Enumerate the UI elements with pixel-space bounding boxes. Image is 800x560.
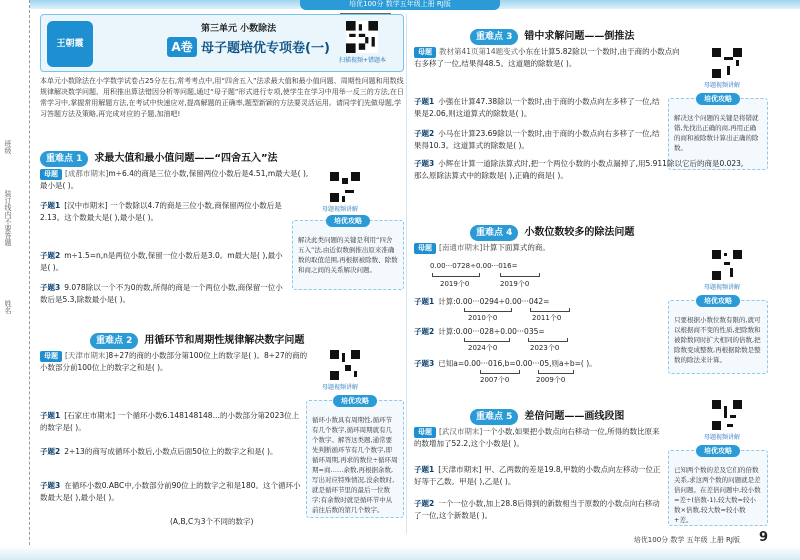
tip-title: 培优攻略 — [696, 445, 740, 457]
child-label: 子题1 — [414, 297, 435, 306]
child-question — [414, 296, 664, 308]
question-text: [汉中市期末] 一个数除以4.7的商是三位小数,商保留两位小数后是2.13。这个数最大是( ),最小是( )。 — [40, 201, 282, 222]
mother-label: 母题 — [414, 243, 436, 254]
brace-label: 2024个0 — [468, 344, 498, 352]
question-source: [天津市期末] — [65, 351, 109, 360]
binding-name-label — [4, 300, 12, 314]
qr-caption: 母题视频讲解 — [322, 384, 359, 391]
underbrace — [538, 370, 574, 374]
brace-label: 2011个0 — [532, 314, 562, 322]
section-3-heading — [470, 24, 800, 42]
child-label: 子题3 — [414, 159, 435, 168]
question-text: 9.078除以一个不为0的数,所得的商是一个两位小数,商保留一位小数后是5.3,除数最小是( )。 — [40, 283, 283, 304]
question-text: 计算:0.00···028÷0.00···035= — [438, 327, 545, 336]
tip-title: 培优攻略 — [696, 295, 740, 307]
binding-char: 线 — [4, 204, 12, 211]
binding-margin — [0, 0, 30, 560]
child-question — [40, 410, 302, 434]
paper-tag: A卷 — [167, 37, 197, 57]
underbrace — [528, 338, 568, 342]
section-tag: 重难点 4 — [470, 225, 518, 241]
page-number: 9 — [758, 530, 768, 545]
child-question — [414, 464, 664, 488]
binding-name: 姓名 — [4, 300, 12, 314]
qr-caption: 母题视频讲解 — [704, 434, 741, 441]
binding-char: 内 — [4, 211, 12, 218]
child-label: 子题2 — [40, 447, 61, 456]
child-question — [40, 200, 288, 224]
section-1-heading — [40, 146, 404, 164]
section-title: 求最大值和最小值问题——“四舍五入”法 — [94, 153, 278, 164]
qr-code-icon[interactable] — [346, 21, 378, 53]
math-expression: 0.00···0728÷0.00···016= — [430, 262, 518, 270]
bottom-banner — [0, 546, 800, 560]
question-source: [成都市期末] — [65, 169, 109, 178]
child-question — [414, 96, 664, 120]
question-text: 小强在计算47.38除以一个数时,由于商的小数点向左多移了一位,结果是2.06,则这道算式的除数是( )。 — [414, 97, 660, 118]
child-label: 子题2 — [40, 251, 61, 260]
underbrace — [464, 308, 512, 312]
unit-title: 第三单元 小数除法 — [201, 24, 277, 34]
tip-text: 已知两个数的差及它们的倍数关系,求这两个数的问题就是差倍问题。在差倍问题中,较小数=差÷(倍数-1),较大数=较小数×倍数,较大数=较小数+差。 — [674, 466, 761, 524]
tip-text: 解决此类问题的关键是利用“四舍五入”法,由近似数倒推出原来准确数的取值范围,再根据被除数、除数和商之间的关系解决问题。 — [298, 236, 398, 274]
section-tag: 重难点 3 — [470, 29, 518, 45]
underbrace — [500, 273, 540, 277]
binding-char: 题 — [4, 239, 12, 246]
child-label: 子题1 — [414, 465, 435, 474]
question-text: 2÷13的商写成循环小数后,小数点后面50位上的数字之和是( )。 — [64, 447, 278, 456]
underbrace — [432, 273, 480, 277]
book-title-banner: 培优100分 数学五年级上册 RJ版 — [300, 0, 500, 10]
intro-paragraph: 本单元小数除法在小学数学试卷占25分左右,常考考点中,用“四舍五入”法求最大值和最小值问题、周期性问题和用数线规律解决数学问题、用积推出算法错因分析等问题,通过“母子题”形式进行专项,使学生在学习中用举一反三的方法,在日常学习中,掌握常用解题方法,在考试中快速应对,提高解题的正确率,题型新颖的方法要灵活运用。请同学们先做母题,学习答题方法及策略,再完成对应的子题,加油吧! — [40, 77, 404, 118]
qr-code-icon[interactable] — [712, 48, 742, 78]
mother-question-1 — [40, 168, 310, 192]
binding-char: 装 — [4, 190, 12, 197]
qr-caption: 扫描视频+错题本 — [339, 57, 387, 64]
child-label: 子题2 — [414, 129, 435, 138]
question-text: [石家庄市期末] 一个循环小数6.148148148…的小数部分第2023位上的数字是( )。 — [40, 411, 300, 432]
question-text: 小东在计算5.82除以一个数时,由于商的小数点向右多移了一位,结果得48.5。这道题的除数是( )。 — [414, 47, 680, 68]
section-tag: 重难点 2 — [90, 333, 138, 349]
child-question — [414, 158, 744, 182]
binding-text — [4, 140, 12, 154]
section-tag: 重难点 5 — [470, 409, 518, 425]
qr-code-icon[interactable] — [330, 172, 360, 202]
tip-box — [668, 297, 768, 374]
question-text: 一个小数,如果把小数点向右移动一位,所得的数比原来的数增加了52.2,这个小数是( )。 — [414, 427, 660, 448]
question-text: 计算下面算式的商。 — [482, 243, 550, 252]
binding-char: 不 — [4, 218, 12, 225]
section-4-heading — [470, 220, 800, 238]
child-question — [40, 282, 288, 306]
header-box — [40, 14, 404, 72]
question-text: 小辉在计算一道除法算式时,把一个两位小数的小数点漏掉了,用5.911除以它后的商是0.023,那么原除法算式中的除数是( ),正确的商是( )。 — [414, 159, 744, 180]
question-text: 在循环小数0.ABC中,小数部分前90位上的数字之和是180。这个循环小数最大是( ),最小是( )。 — [40, 481, 301, 502]
section-title: 用循环节和周期性规律解决数字问题 — [144, 335, 305, 346]
child-question — [40, 480, 302, 504]
question-text: 8÷27的商的小数部分第100位上的数字是( )。8÷27的商的小数部分前100位上的数字之和是( )。 — [40, 351, 308, 372]
child-label: 子题1 — [40, 411, 61, 420]
section-title: 错中求解问题——倒推法 — [524, 31, 635, 42]
child-label: 子题2 — [414, 499, 435, 508]
question-text: 小马在计算23.69除以一个数时,由于商的小数点向右多移了一位,结果得10.3。这道算式的除数是( )。 — [414, 129, 660, 150]
child-label: 子题2 — [414, 327, 435, 336]
mother-question-3 — [414, 46, 686, 70]
underbrace — [530, 308, 570, 312]
tip-box — [292, 217, 404, 290]
question-note: (A,B,C为3个不同的数字) — [170, 517, 254, 526]
question-text: 一个一位小数,加上28.8后得到的新数相当于原数的小数点向右移动了一位,这个新数是( )。 — [414, 499, 660, 520]
qr-caption: 母题视频讲解 — [704, 82, 741, 89]
mother-label: 母题 — [40, 351, 62, 362]
child-question — [414, 498, 664, 522]
binding-class-label: 班级 — [4, 140, 12, 154]
qr-code-icon[interactable] — [712, 400, 742, 430]
section-5-heading — [470, 404, 800, 422]
question-source: 教材第41页第14题变式 — [439, 47, 519, 56]
binding-text-2 — [4, 190, 12, 246]
mother-label: 母题 — [40, 169, 62, 180]
tip-title: 培优攻略 — [333, 395, 377, 407]
top-banner — [0, 0, 800, 9]
qr-caption: 母题视频讲解 — [704, 284, 741, 291]
question-text: 已知a=0.00···016,b=0.00···05,则a÷b=( )。 — [438, 359, 597, 368]
child-question — [40, 446, 302, 458]
underbrace — [464, 338, 510, 342]
question-source: [南通市期末] — [439, 243, 483, 252]
tip-text: 循环小数具有周期性,循环节有几个数字,循环周期就有几个数字。解答这类题,通常要先判断循环节有几个数字,即循环周期,再求的数位÷循环周期=商……余数,再根据余数,写出对应特殊情况,没余数时,就是循环节里的最后一位数字;有余数时就是循环节中从前往后数的第几个数字。 — [312, 416, 398, 514]
section-2-heading — [90, 328, 454, 346]
child-question — [414, 326, 664, 338]
tip-text: 只要根据小数位数有限的,就可以根据商不变的性质,把除数和被除数同时扩大相同的倍数,把除数变成整数,再根据除数是整数的除法来计算。 — [674, 316, 761, 364]
qr-caption: 母题视频讲解 — [322, 206, 359, 213]
page-title: 母子题培优专项卷(一) — [201, 41, 330, 56]
brand-logo: 王朝霞 — [47, 21, 93, 67]
child-label: 子题1 — [40, 201, 61, 210]
question-text: m÷6.4的商是三位小数,保留两位小数后是4.51,m最大是( ),最小是( )。 — [40, 169, 309, 190]
tip-title: 培优攻略 — [326, 215, 370, 227]
child-label: 子题3 — [40, 481, 61, 490]
mother-question-4 — [414, 242, 674, 254]
tip-box — [668, 447, 768, 526]
brace-label: 2010个0 — [468, 314, 498, 322]
tip-text: 解决这个问题的关键是将错就错,先找出正确的商,再用正确的商和被除数计算出正确的除数。 — [674, 114, 759, 152]
qr-code-icon[interactable] — [712, 250, 742, 280]
binding-char: 要 — [4, 225, 12, 232]
question-text: m÷1.5=n,n是两位小数,保留一位小数后是3.0。m最大是( ),最小是( )。 — [40, 251, 283, 272]
column-divider — [406, 14, 407, 534]
brace-label: 2019个0 — [500, 280, 530, 288]
brace-label: 2007个0 — [480, 376, 510, 384]
binding-char: 订 — [4, 197, 12, 204]
child-question — [414, 128, 664, 152]
tip-box — [306, 397, 404, 518]
child-label: 子题3 — [40, 283, 61, 292]
binding-char: 答 — [4, 232, 12, 239]
question-source: [武汉市期末] — [439, 427, 483, 436]
child-label: 子题1 — [414, 97, 435, 106]
question-text: 计算:0.00···0294÷0.00···042= — [438, 297, 550, 306]
brace-label: 2009个0 — [536, 376, 566, 384]
question-text: [天津市期末] 甲、乙两数的差是19.8,甲数的小数点向左移动一位正好等于乙数。甲是( ),乙是( )。 — [414, 465, 661, 486]
mother-label: 母题 — [414, 427, 436, 438]
page-footer: 培优100分 数学 五年级 上册 RJ版 — [633, 536, 740, 544]
child-question — [414, 358, 664, 370]
mother-question-2 — [40, 350, 310, 374]
section-title: 小数位数较多的除法问题 — [524, 227, 635, 238]
brace-label: 2023个0 — [530, 344, 560, 352]
mother-question-5 — [414, 426, 664, 450]
mother-label: 母题 — [414, 47, 436, 58]
section-title: 差倍问题——画线段图 — [524, 411, 625, 422]
brace-label: 2019个0 — [440, 280, 470, 288]
child-question — [40, 250, 288, 274]
qr-code-icon[interactable] — [330, 350, 360, 380]
section-tag: 重难点 1 — [40, 151, 88, 167]
underbrace — [480, 370, 520, 374]
tip-title: 培优攻略 — [696, 93, 740, 105]
child-label: 子题3 — [414, 359, 435, 368]
